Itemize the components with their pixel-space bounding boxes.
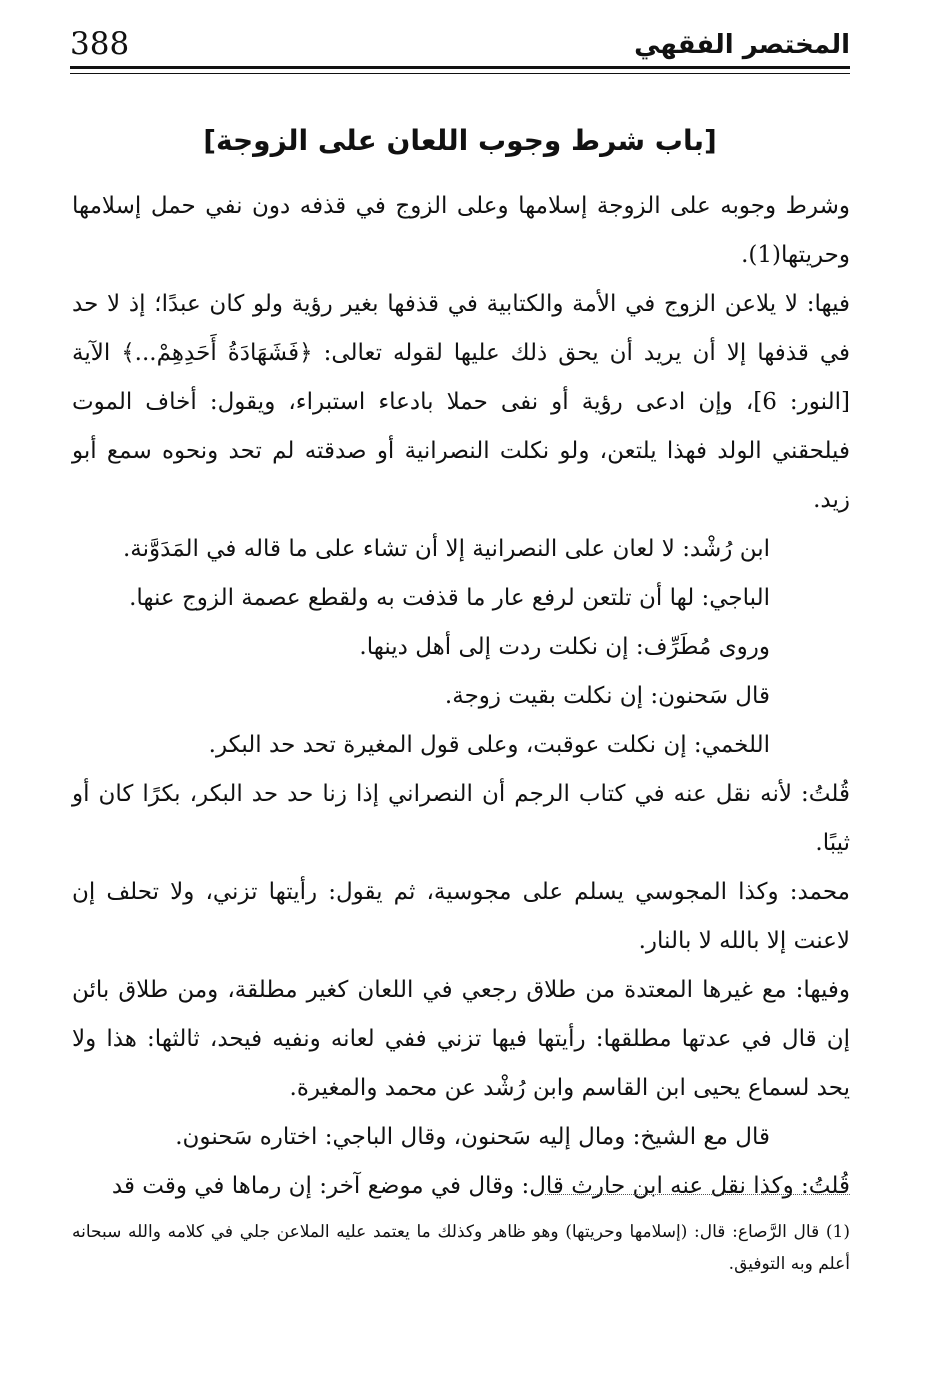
- footnote-separator: [545, 1194, 850, 1195]
- paragraph: قُلتُ: لأنه نقل عنه في كتاب الرجم أن النصراني إذا زنا حد حد البكر، بكرًا كان أو ثيبًا.: [72, 781, 850, 856]
- paragraph: فيها: لا يلاعن الزوج في الأمة والكتابية في قذفها بغير رؤية ولو كان عبدًا؛ إذ لا حد في قذفها إلا أن يريد أن يحق ذلك عليها لقوله تعالى: ﴿فَشَهَادَةُ أَحَدِهِمْ...﴾ الآية [النور: 6]، وإن ادعى رؤية أو نفى حملا بادعاء استبراء، ويقول: أخاف الموت فيلحقني الولد فهذا يلتعن، ولو نكلت النصرانية أو صدقته لم تحد ونحوه سمع أبو زيد.: [72, 291, 850, 513]
- paragraph: قُلتُ: وكذا نقل عنه ابن حارث قال: وقال في موضع آخر: إن رماها في وقت قد: [111, 1173, 850, 1199]
- paragraph: قال مع الشيخ: ومال إليه سَحنون، وقال الباجي: اختاره سَحنون.: [175, 1124, 770, 1150]
- paragraph: محمد: وكذا المجوسي يسلم على مجوسية، ثم يقول: رأيتها تزني، ولا تحلف إن لاعنت إلا بالله لا بالنار.: [72, 879, 850, 954]
- footnote: (1) قال الرَّصاع: قال: (إسلامها وحريتها) وهو ظاهر وكذلك ما يعتمد عليه الملاعن جلي في كلامه والله سبحانه أعلم وبه التوفيق.: [72, 1222, 850, 1274]
- paragraph: وفيها: مع غيرها المعتدة من طلاق رجعي في اللعان كغير مطلقة، ومن طلاق بائن إن قال في عدتها مطلقها: رأيتها فيها تزني ففي لعانه ونفيه فيحد، ثالثها: هذا ولا يحد لسماع يحيى ابن القاسم وابن رُشْد عن محمد والمغيرة.: [72, 977, 850, 1101]
- paragraph: اللخمي: إن نكلت عوقبت، وعلى قول المغيرة تحد حد البكر.: [208, 732, 770, 758]
- paragraph: ابن رُشْد: لا لعان على النصرانية إلا أن تشاء على ما قاله في المَدَوَّنة.: [123, 536, 770, 562]
- header-rule: [70, 66, 850, 69]
- paragraph: وشرط وجوبه على الزوجة إسلامها وعلى الزوج في قذفه دون نفي حمل إسلامها وحريتها(1).: [72, 193, 850, 268]
- paragraph: الباجي: لها أن تلتعن لرفع عار ما قذفت به ولقطع عصمة الزوج عنها.: [129, 585, 770, 611]
- main-text: [72, 182, 850, 1211]
- paragraph: وروى مُطَرِّف: إن نكلت ردت إلى أهل دينها.: [359, 634, 770, 660]
- header-rule-thin: [70, 73, 850, 74]
- footnotes: [72, 1216, 850, 1280]
- page-number: 388: [70, 26, 130, 62]
- chapter-title: [باب شرط وجوب اللعان على الزوجة]: [203, 124, 717, 157]
- page-header: [70, 26, 850, 66]
- paragraph: قال سَحنون: إن نكلت بقيت زوجة.: [444, 683, 770, 709]
- running-title: المختصر الفقهي: [634, 30, 850, 60]
